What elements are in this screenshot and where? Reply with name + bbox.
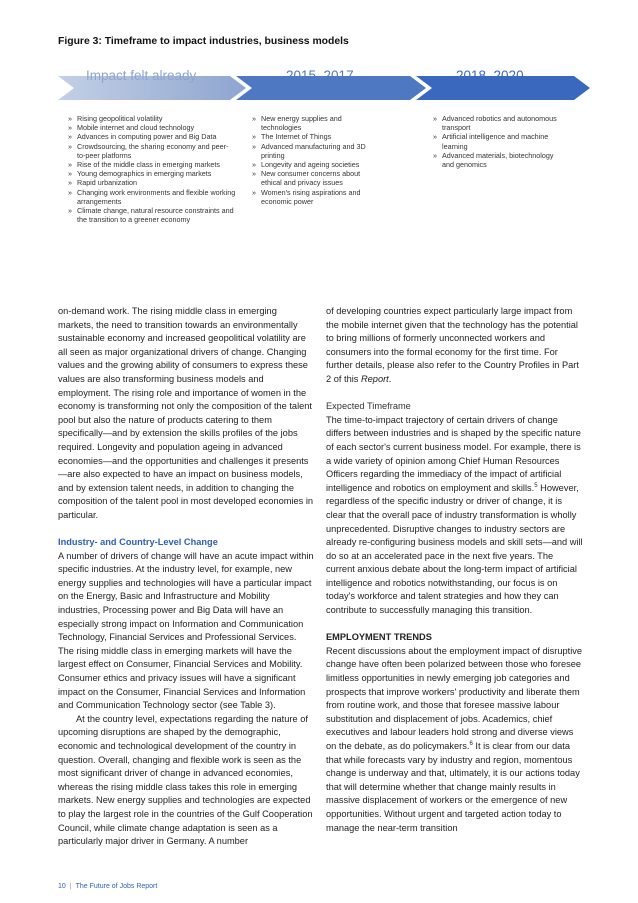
section-heading-industry-country-change: Industry- and Country-Level Change: [58, 537, 218, 548]
text-run: It is clear from our data that while forecasts vary by industry and region, momentous change is underway and that, ultimately, it is our actions today that will determine whether that change mainly results in massive displacement of workers or the emergence of new opportunities. Without urgent and targeted action today to manage the near-term transition: [326, 741, 580, 833]
report-reference: Report: [360, 373, 389, 384]
phase-label-2018-2020: 2018–2020: [456, 68, 524, 83]
list-item: » Rising geopolitical volatility: [68, 114, 236, 123]
list-item: » Young demographics in emerging markets: [68, 169, 236, 178]
phase-label-impact-felt-already: Impact felt already: [86, 68, 197, 83]
list-item: » Changing work environments and flexible working arrangements: [68, 188, 236, 206]
list-item: » The Internet of Things: [252, 132, 382, 141]
footnote-marker: 6: [469, 740, 473, 747]
text-run: The time-to-impact trajectory of certain drivers of change differs between industries and is shaped by the specific nature of each sector's current business model. For example, there is a wide variety of opinion among Chief Human Resources Officers regarding the immediacy of the impact of artificial intelligence and robotics on employment and skills.: [326, 414, 581, 493]
list-item: » Advanced manufacturing and 3D printing: [252, 142, 382, 160]
list-item: » Rapid urbanization: [68, 178, 236, 187]
body-left-column: [58, 305, 314, 849]
list-item: » Rise of the middle class in emerging markets: [68, 160, 236, 169]
list-item: » Advanced robotics and autonomous transport: [433, 114, 563, 132]
paragraph: A number of drivers of change will have an acute impact within specific industries. At the industry level, for example, new energy supplies and technologies will have a particular impact on the Energy, Basic and Infrastructure and Mobility industries, Processing power and Big Data will have an especially strong impact on Information and Communication Technology, Financial Services and Professional Services. The rising middle class in emerging markets will have the largest effect on Consumer, Financial Services and Mobility. Consumer ethics and privacy issues will have a significant impact on the Consumer, Financial Services and Information and Communication Technology sector (see Table 3).: [58, 550, 314, 711]
body-right-column: [326, 305, 584, 835]
section-heading-expected-timeframe: Expected Timeframe: [326, 401, 411, 412]
section-heading-employment-trends: EMPLOYMENT TRENDS: [326, 632, 432, 643]
report-title: The Future of Jobs Report: [75, 883, 158, 890]
list-item: » New consumer concerns about ethical and privacy issues: [252, 169, 382, 187]
phase-1-drivers-list: [68, 114, 236, 224]
text-run: of developing countries expect particularly large impact from the mobile internet given that the technology has the potential to bring millions of formerly unconnected workers and consumers into the formal economy for the first time. For further details, please also refer to the Country Profiles in Part 2 of this: [326, 306, 579, 384]
paragraph: [326, 414, 584, 618]
list-item: » Climate change, natural resource constraints and the transition to a greener economy: [68, 206, 236, 224]
list-item: » Longevity and ageing societies: [252, 160, 382, 169]
list-item: » Crowdsourcing, the sharing economy and peer-to-peer platforms: [68, 142, 236, 160]
phase-label-2015-2017: 2015–2017: [286, 68, 354, 83]
footnote-marker: 5: [534, 482, 538, 489]
list-item: » Advances in computing power and Big Data: [68, 132, 236, 141]
paragraph: [326, 645, 584, 835]
list-item: » Artificial intelligence and machine learning: [433, 132, 563, 150]
figure-title: Figure 3: Timeframe to impact industries, business models: [58, 36, 349, 47]
list-item: » Women's rising aspirations and economic power: [252, 188, 382, 206]
paragraph: [326, 305, 584, 387]
page-number: 10: [58, 883, 66, 890]
paragraph: on-demand work. The rising middle class in emerging markets, the need to transition towards an environmentally sustainable economy and increased geopolitical volatility are all seen as major organizational drivers of change. Changing values and the growing ability of consumers to express these values are also transforming business models and employment. The rising role and importance of women in the economy is transforming not only the composition of the talent pool but also the nature of products catering to them specifically—and by extension the skills profiles of the jobs required. Longevity and population ageing in advanced economies—and the opportunities and challenges it presents—are also expected to have an impact on business models, and by extension talent needs, in addition to changing the composition of the talent pool in most developed economies in particular.: [58, 306, 314, 520]
page-footer: [58, 883, 157, 890]
list-item: » Advanced materials, biotechnology and genomics: [433, 151, 563, 169]
text-run: However, regardless of the specific industry or driver of change, it is clear that the overall pace of industry transformation is wholly unprecedented. Disruptive changes to industry sectors are already re-configuring business models and skill sets—and will do so at an accelerated pace in the next five years. The current anxious debate about the long-term impact of artificial intelligence and robotics notwithstanding, our focus is on today's workforce and talent strategies and how they can contribute to successfully managing this transition.: [326, 482, 583, 616]
phase-2-drivers-list: [252, 114, 382, 206]
paragraph: At the country level, expectations regarding the nature of upcoming disruptions are shaped by the demographic, economic and technological development of the country in question. Overall, changing and flexible work is seen as the most significant driver of change in advanced economies, whereas the rising middle class takes this role in emerging markets. New energy supplies and technologies are expected to play the largest role in the countries of the Gulf Cooperation Council, while climate change adaptation is seen as a particularly major driver in Germany. A number: [58, 713, 313, 847]
list-item: » New energy supplies and technologies: [252, 114, 382, 132]
text-run: Recent discussions about the employment impact of disruptive change have often been polarized between those who foresee limitless opportunities in newly emerging job categories and prospects that improve workers' productivity and liberate them from routine work, and those that foresee massive labour substitution and displacement of jobs. Academics, chief executives and labour leaders hold strong and diverse views on the debate, as do policymakers.: [326, 645, 583, 751]
text-run: .: [388, 373, 392, 384]
list-item: » Mobile internet and cloud technology: [68, 123, 236, 132]
phase-3-drivers-list: [433, 114, 563, 169]
footer-separator: |: [69, 883, 72, 890]
